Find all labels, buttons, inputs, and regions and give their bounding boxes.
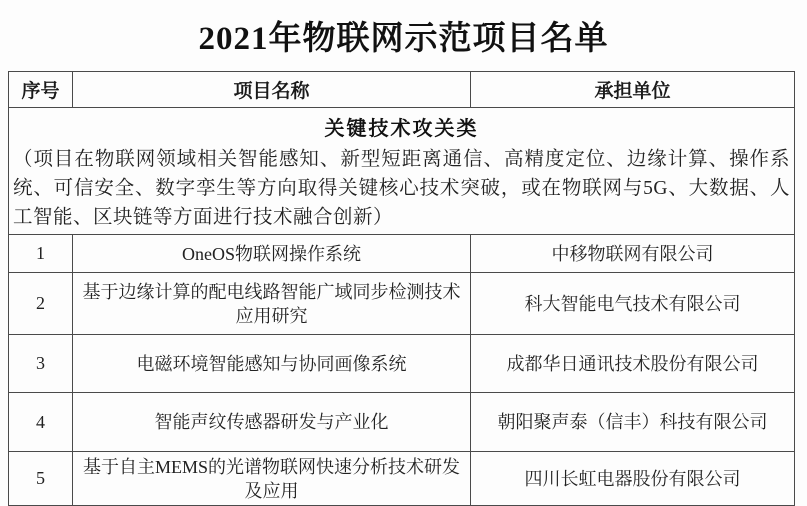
row-project: 智能声纹传感器研发与产业化: [73, 393, 471, 452]
table-header-row: [9, 72, 795, 108]
row-project: OneOS物联网操作系统: [73, 235, 471, 273]
row-index: 3: [9, 335, 73, 393]
header-organization: 承担单位: [471, 72, 795, 108]
row-project: 基于自主MEMS的光谱物联网快速分析技术研发及应用: [73, 452, 471, 506]
row-index: 1: [9, 235, 73, 273]
header-project: 项目名称: [73, 72, 471, 108]
row-organization: 四川长虹电器股份有限公司: [471, 452, 795, 506]
category-section-row: [9, 108, 795, 235]
row-project: 基于边缘计算的配电线路智能广域同步检测技术应用研究: [73, 273, 471, 335]
category-description: （项目在物联网领域相关智能感知、新型短距离通信、高精度定位、边缘计算、操作系统、可信安全、数字孪生等方向取得关键核心技术突破，或在物联网与5G、大数据、人工智能、区块链等方面进行技术融合创新）: [13, 149, 790, 228]
table-row: [9, 452, 795, 506]
table-row: [9, 235, 795, 273]
row-organization: 科大智能电气技术有限公司: [471, 273, 795, 335]
table-row: [9, 335, 795, 393]
row-index: 5: [9, 452, 73, 506]
table-row: [9, 393, 795, 452]
project-table: [8, 71, 795, 506]
row-organization: 成都华日通讯技术股份有限公司: [471, 335, 795, 393]
row-organization: 中移物联网有限公司: [471, 235, 795, 273]
document-title: 2021年物联网示范项目名单: [198, 21, 609, 57]
row-project: 电磁环境智能感知与协同画像系统: [73, 335, 471, 393]
table-row: [9, 273, 795, 335]
header-index: 序号: [9, 72, 73, 108]
category-title: 关键技术攻关类: [324, 118, 479, 140]
row-index: 4: [9, 393, 73, 452]
row-index: 2: [9, 273, 73, 335]
row-organization: 朝阳聚声泰（信丰）科技有限公司: [471, 393, 795, 452]
category-section-cell: [9, 108, 795, 235]
